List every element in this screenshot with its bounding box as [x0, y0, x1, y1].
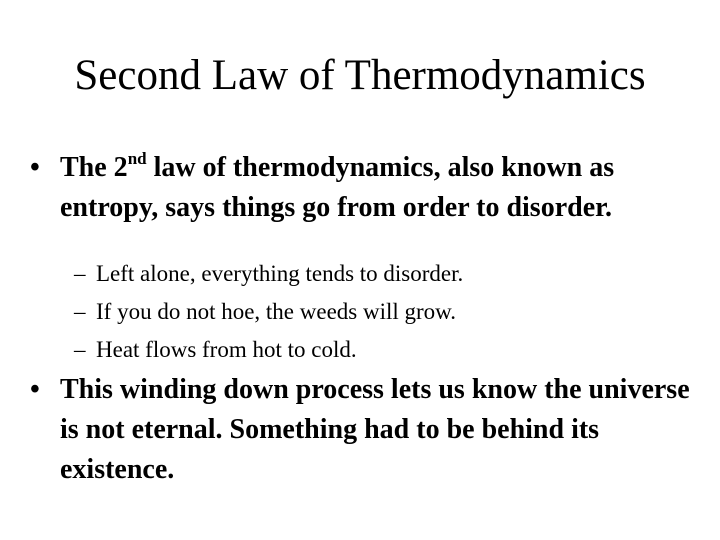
- dash-marker: –: [74, 261, 86, 286]
- bullet-item-2: [30, 370, 690, 490]
- bullet-text: This winding down process lets us know the universe is not eternal. Something had to be behind its existence.: [60, 374, 690, 485]
- bullet-text-rest: law of thermodynamics, also known as entropy, says things go from order to disorder.: [60, 152, 615, 223]
- bullet-text: [60, 148, 690, 228]
- sub-bullet-item-2: [74, 293, 674, 331]
- bullet-item-1: [30, 148, 690, 228]
- superscript-nd: nd: [127, 148, 147, 168]
- slide-title: Second Law of Thermodynamics: [74, 52, 646, 99]
- bullet-marker: •: [30, 152, 40, 183]
- sub-bullet-item-1: [74, 255, 674, 293]
- dash-marker: –: [74, 299, 86, 324]
- bullet-marker: •: [30, 374, 40, 405]
- bullet-text-start: The 2: [60, 152, 128, 183]
- sub-bullet-text: Heat flows from hot to cold.: [96, 337, 357, 362]
- sub-bullet-text: Left alone, everything tends to disorder.: [96, 261, 464, 286]
- sub-bullet-item-3: [74, 331, 674, 369]
- sub-bullet-text: If you do not hoe, the weeds will grow.: [96, 299, 457, 324]
- dash-marker: –: [74, 337, 86, 362]
